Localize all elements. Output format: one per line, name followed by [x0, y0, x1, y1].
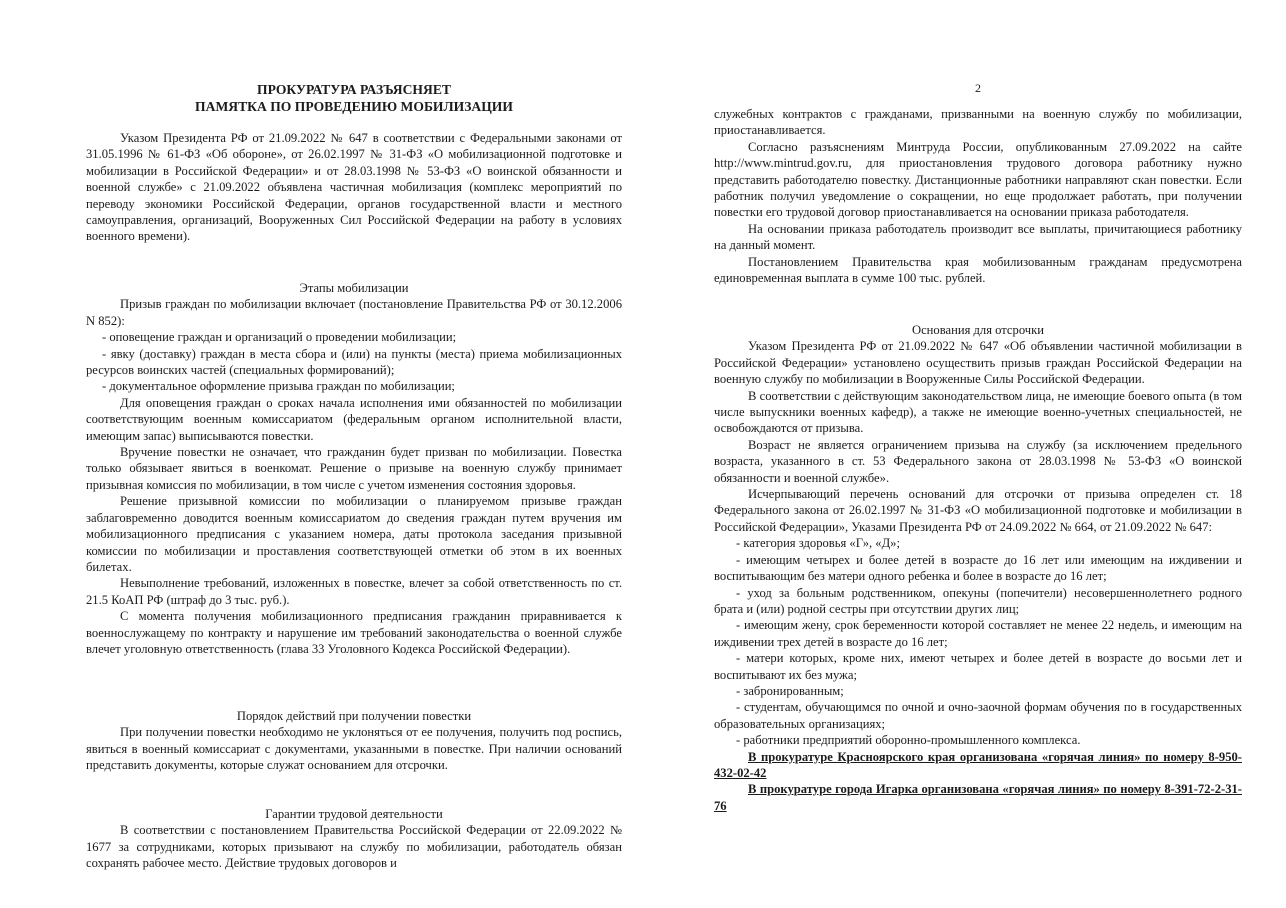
hotline-igarka: В прокуратуре города Игарка организована «горячая линия» по номеру 8-391-72-2-31-76	[714, 782, 1242, 813]
stages-list-item: - явку (доставку) граждан в места сбора и (или) на пункты (места) приема мобилизационных ресурсов воинских частей (специальных формирований);	[86, 346, 622, 378]
deferment-list-item: - студентам, обучающимся по очной и очно-заочной формам обучения по в государственных образовательных организациях;	[714, 700, 1242, 731]
deferment-section	[714, 322, 1242, 814]
deferment-paragraph: В соответствии с действующим законодательством лица, не имеющие боевого опыта (в том числе выпускники военных кафедр), а также не имеющие военно-учетных специальностей, не освобождаются от призыва.	[714, 388, 1242, 436]
stages-paragraph: Решение призывной комиссии по мобилизации о планируемом призыве граждан заблаговременно доводится военным комиссариатом до сведения граждан путем вручения им мобилизационного предписания с указанием номера, даты протокола заседания призывной комиссии по мобилизации и проставления соответствующей отметки об этом в их военных билетах.	[86, 494, 622, 574]
continuation-paragraph: Постановлением Правительства края мобилизованным гражданам предусмотрена единовременная выплата в сумме 100 тыс. рублей.	[714, 254, 1242, 286]
document-title: ПРОКУРАТУРА РАЗЪЯСНЯЕТ	[257, 82, 451, 97]
stages-paragraph: Невыполнение требований, изложенных в повестке, влечет за собой ответственность по ст. 21.5 КоАП РФ (штраф до 3 тыс. руб.).	[86, 576, 622, 607]
stages-paragraph: Вручение повестки не означает, что гражданин будет призван по мобилизации. Повестка только обязывает явиться в военкомат. Решение о призыве на военную службу принимает призывная комиссия по мобилизации, в том числе с учетом изменения состояния здоровья.	[86, 445, 622, 492]
deferment-paragraph: Исчерпывающий перечень оснований для отсрочки от призыва определен ст. 18 Федерального закона от 26.02.1997 № 31-ФЗ «О мобилизационной подготовке и мобилизации в Российской Федерации», Указами Президента РФ от 24.09.2022 № 664, от 21.09.2022 № 647:	[714, 487, 1242, 534]
stages-list-item: - документальное оформление призыва граждан по мобилизации;	[102, 379, 455, 394]
page-number: 2	[975, 81, 981, 95]
guarantees-paragraph: В соответствии с постановлением Правительства Российской Федерации от 22.09.2022 № 1677 за сотрудниками, которых призывают на службу по мобилизации, работодатель обязан сохранять рабочее место. Действие трудовых договоров и	[86, 823, 622, 871]
continuation-section	[714, 106, 1242, 286]
guarantees-heading: Гарантии трудовой деятельности	[265, 807, 443, 821]
left-page	[86, 0, 622, 908]
deferment-list-item: - имеющим четырех и более детей в возрасте до 16 лет или имеющим на иждивении и воспитывающим без матери одного ребенка и более в возрасте до 16 лет;	[714, 552, 1242, 584]
continuation-paragraph: Согласно разъяснениям Минтруда России, опубликованным 27.09.2022 на сайте http://www.mintrud.gov.ru, для приостановления трудового договора работнику нужно представить работодателю повестку. Дистанционные работники направляют скан повестки. Если работник получил уведомление о сокращении, но еще продолжает работать, при получении повестки его трудовой договор приостанавливается на основании приказа работодателя.	[714, 139, 1242, 220]
deferment-paragraph: Возраст не является ограничением призыва на службу (за исключением предельного возраста, указанного в ст. 53 Федерального закона от 28.03.1998 № 53-ФЗ «О воинской обязанности и военной службе».	[714, 437, 1242, 485]
stages-heading: Этапы мобилизации	[299, 281, 409, 295]
continuation-paragraph: На основании приказа работодатель производит все выплаты, причитающиеся работнику на данный момент.	[714, 221, 1242, 253]
stages-intro: Призыв граждан по мобилизации включает (постановление Правительства РФ от 30.12.2006 N 852):	[86, 297, 622, 328]
intro-section	[86, 130, 622, 245]
procedure-section	[86, 708, 622, 774]
deferment-list-item: - уход за больным родственником, опекуны (попечители) несовершеннолетнего родного брата и (или) родной сестры при отсутствии других лиц;	[714, 585, 1242, 616]
procedure-heading: Порядок действий при получении повестки	[236, 709, 472, 723]
deferment-list-item: - матери которых, кроме них, имеют четырех и более детей в возрасте до восьми лет и воспитывают их без мужа;	[714, 651, 1242, 682]
intro-paragraph: Указом Президента РФ от 21.09.2022 № 647 в соответствии с Федеральными законами от 31.05.1996 № 61-ФЗ «Об обороне», от 26.02.1997 № 31-ФЗ «О мобилизационной подготовке и мобилизации в Российской Федерации» и от 28.03.1998 № 53-ФЗ «О воинской обязанности и военной службе» с 21.09.2022 объявлена частичная мобилизация (комплекс мероприятий по переводу экономики Российской Федерации, органов государственной власти и местного самоуправления, организаций, Вооруженных Сил Российской Федерации на работу в условиях военного времени).	[86, 131, 622, 244]
deferment-list-item: - категория здоровья «Г», «Д»;	[736, 536, 900, 551]
hotline-krasnoyarsk: В прокуратуре Красноярского края организована «горячая линия» по номеру 8-950-432-02-42	[714, 749, 1242, 780]
deferment-list-item: - работники предприятий оборонно-промышленного комплекса.	[736, 733, 1081, 748]
document-subtitle: ПАМЯТКА ПО ПРОВЕДЕНИЮ МОБИЛИЗАЦИИ	[195, 99, 513, 114]
deferment-list-item: - имеющим жену, срок беременности которой составляет не менее 22 недель, и имеющим на иждивении трех детей в возрасте до 16 лет;	[714, 618, 1242, 649]
stages-section	[86, 280, 622, 657]
deferment-list-item: - забронированным;	[736, 683, 844, 698]
deferment-heading: Основания для отсрочки	[912, 323, 1044, 337]
continuation-paragraph: служебных контрактов с гражданами, призванными на военную службу по мобилизации, приостанавливается.	[714, 107, 1242, 138]
guarantees-section	[86, 806, 622, 872]
stages-list-item: - оповещение граждан и организаций о проведении мобилизации;	[102, 330, 457, 345]
right-page	[714, 0, 1242, 908]
stages-paragraph: Для оповещения граждан о сроках начала исполнения ими обязанностей по мобилизации соответствующим военным комиссариатом (федеральным органом исполнительной власти, имеющим запас) выписываются повестки.	[86, 395, 622, 443]
procedure-paragraph: При получении повестки необходимо не уклоняться от ее получения, получить под роспись, явиться в военный комиссариат с документами, указанными в повестке. При наличии оснований представить документы, которые служат основанием для отсрочки.	[86, 725, 622, 773]
deferment-paragraph: Указом Президента РФ от 21.09.2022 № 647 «Об объявлении частичной мобилизации в Российской Федерации» установлено осуществить призыв граждан Российской Федерации на военную службу по мобилизации в Вооруженные Силы Российской Федерации.	[714, 339, 1242, 387]
stages-paragraph: С момента получения мобилизационного предписания гражданин приравнивается к военнослужащему по контракту и нарушение им требований законодательства о военной службе влечет уголовную ответственность (глава 33 Уголовного Кодекса Российской Федерации).	[86, 609, 622, 656]
